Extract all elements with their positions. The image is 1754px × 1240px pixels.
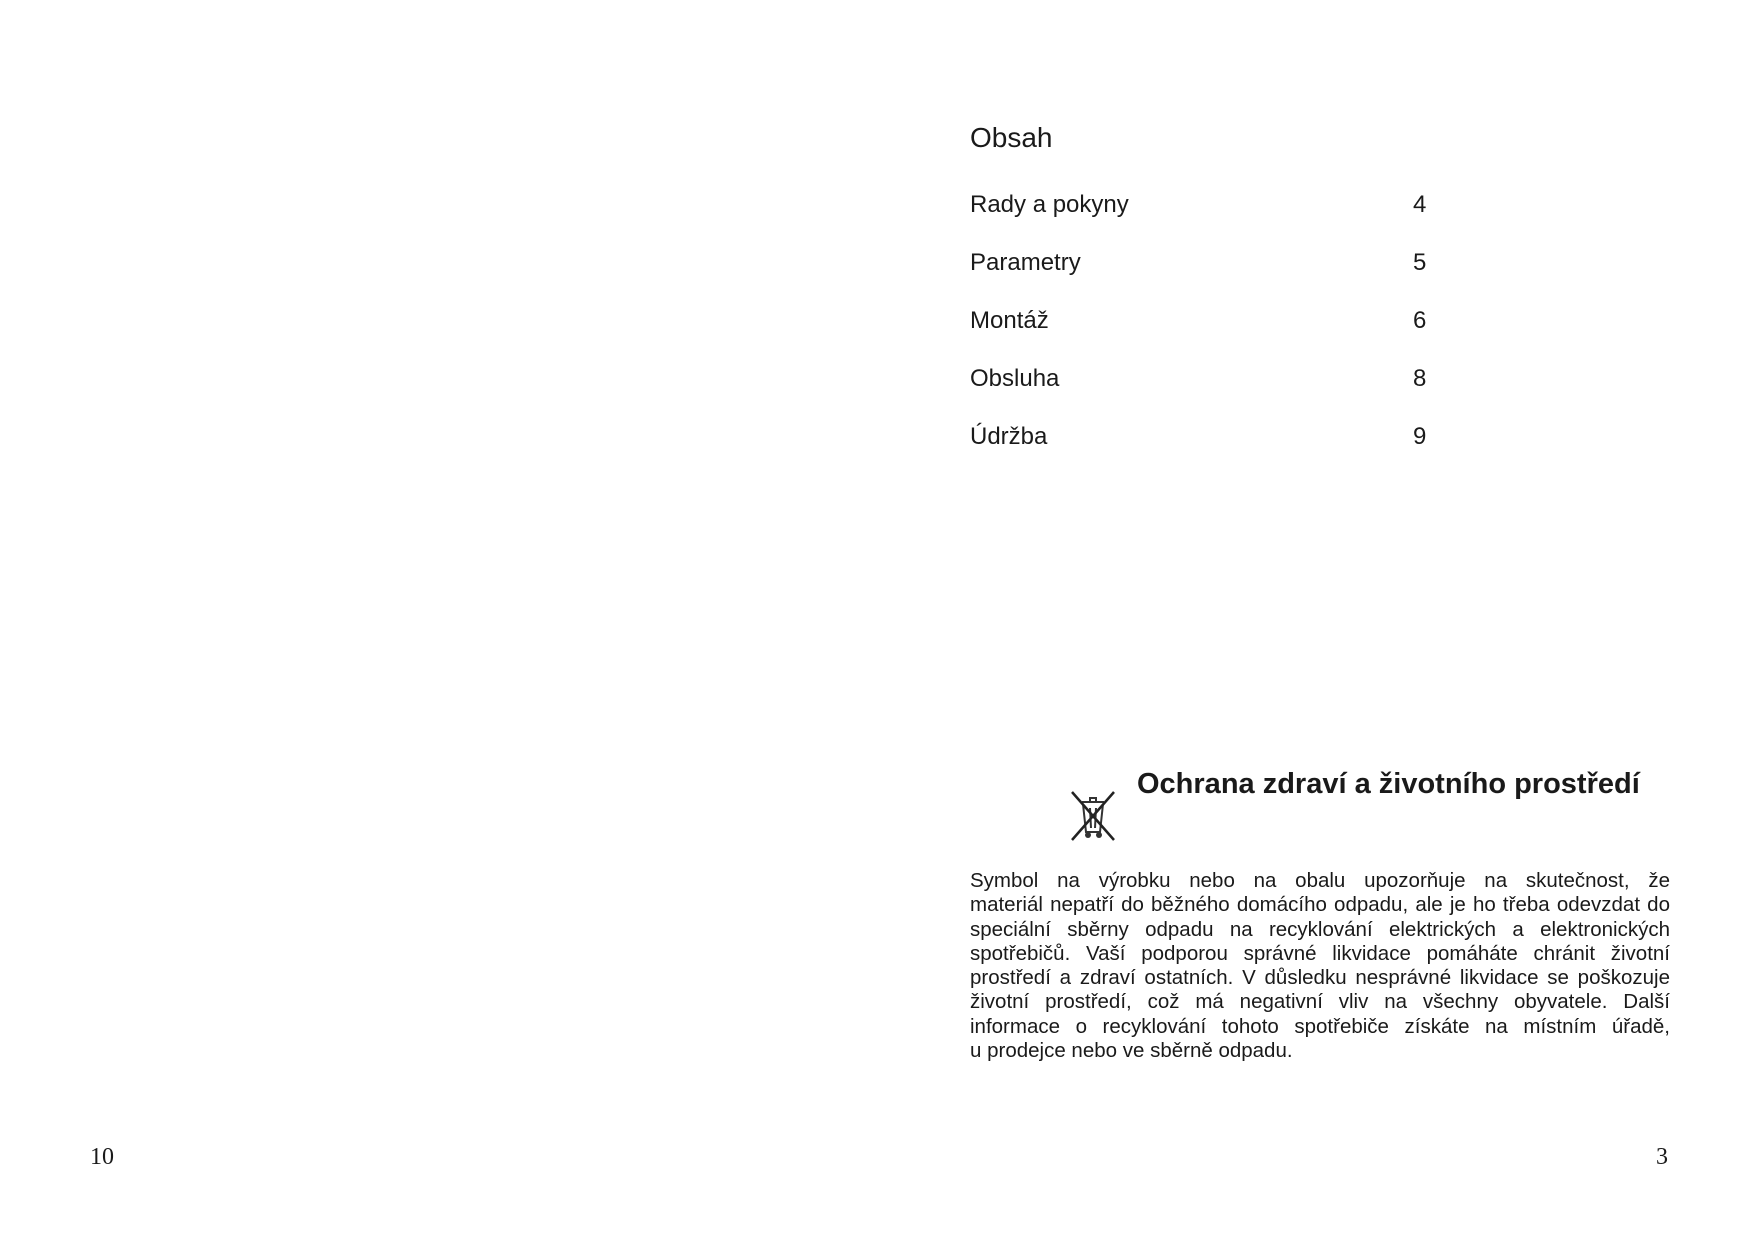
paragraph-line: prostředí a zdraví ostatních. V důsledku nesprávné likvidace se poškozuje bbox=[970, 966, 1670, 990]
toc-item-label: Montáž bbox=[970, 307, 1049, 334]
toc-item bbox=[970, 364, 1430, 422]
page-number-left: 10 bbox=[90, 1144, 114, 1170]
paragraph-line: u prodejce nebo ve sběrně odpadu. bbox=[970, 1039, 1293, 1063]
toc-title: Obsah bbox=[970, 122, 1053, 153]
toc-item bbox=[970, 306, 1430, 364]
table-of-contents bbox=[970, 190, 1430, 480]
toc-item-label: Obsluha bbox=[970, 365, 1060, 392]
paragraph-line: materiál nepatří do běžného domácího odpadu, ale je ho třeba odevzdat do bbox=[970, 893, 1670, 917]
paragraph-line: speciální sběrny odpadu na recyklování elektrických a elektronických bbox=[970, 917, 1670, 941]
toc-item bbox=[970, 422, 1430, 480]
toc-item-label: Rady a pokyny bbox=[970, 191, 1129, 218]
toc-item-page: 5 bbox=[1413, 249, 1427, 276]
paragraph-line: životní prostředí, což má negativní vliv na všechny obyvatele. Další bbox=[970, 990, 1670, 1014]
environment-paragraph bbox=[970, 869, 1670, 1063]
toc-item-page: 8 bbox=[1413, 365, 1427, 392]
crossed-out-wheelie-bin-icon bbox=[1068, 788, 1118, 842]
paragraph-line: informace o recyklování tohoto spotřebiče získáte na místním úřadě, bbox=[970, 1014, 1670, 1038]
paragraph-line: spotřebičů. Vaší podporou správné likvidace pomáháte chránit životní bbox=[970, 941, 1670, 965]
environment-heading: Ochrana zdraví a životního prostředí bbox=[1137, 768, 1640, 800]
toc-item-page: 9 bbox=[1413, 423, 1427, 450]
toc-item-label: Parametry bbox=[970, 249, 1081, 276]
paragraph-line: Symbol na výrobku nebo na obalu upozorňuje na skutečnost, že bbox=[970, 869, 1670, 892]
toc-item-page: 4 bbox=[1413, 191, 1427, 218]
toc-item-label: Údržba bbox=[970, 423, 1048, 450]
toc-item bbox=[970, 248, 1430, 306]
toc-item-page: 6 bbox=[1413, 307, 1427, 334]
page-number-right: 3 bbox=[1656, 1144, 1668, 1170]
toc-item bbox=[970, 190, 1430, 248]
